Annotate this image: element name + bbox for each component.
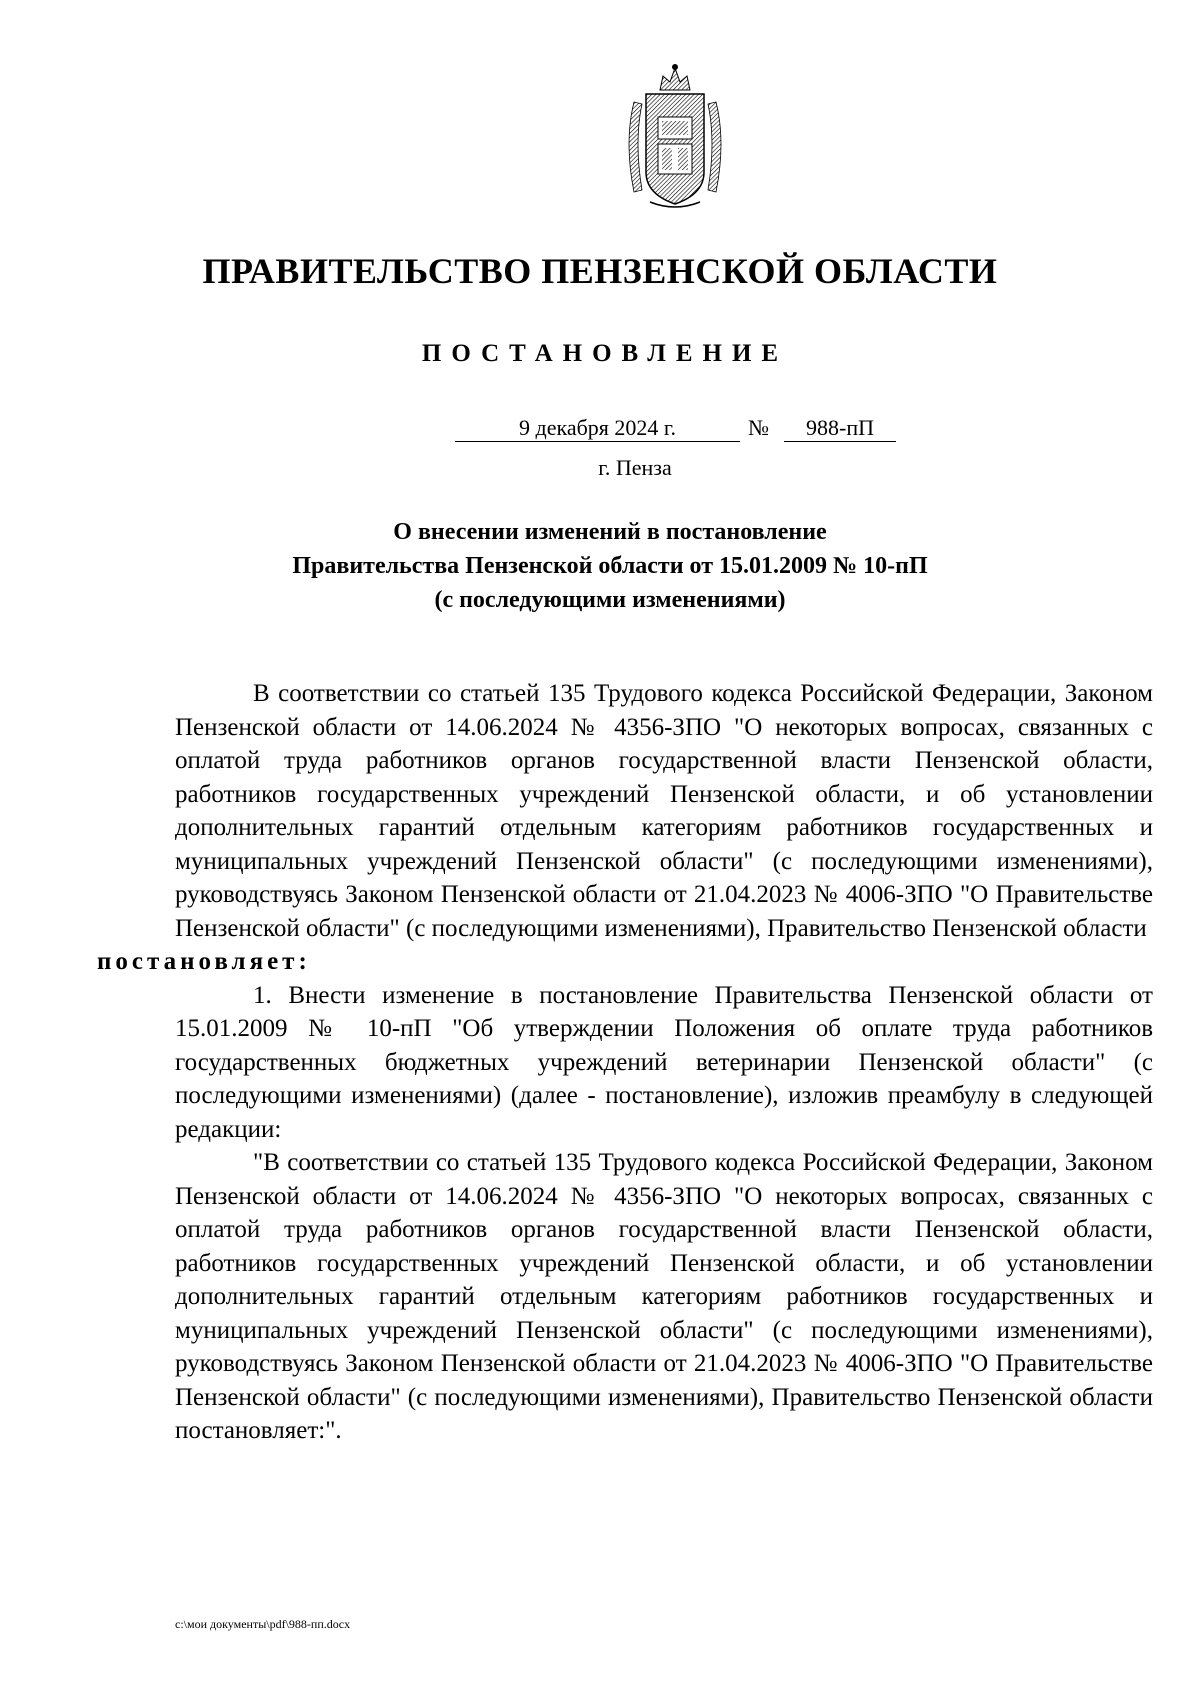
subject-line-3: (с последующими изменениями) [434,587,786,613]
footer-file-path: c:\мои документы\pdf\988-пп.docx [175,1617,351,1631]
preamble-text: В соответствии со статьей 135 Трудового кодекса Российской Федерации, Законом Пензенской области от 14.06.2024 № 4356-ЗПО "О некоторых вопросах, связанных с оплатой труда работников органов государственной власти Пензенской области, работников государственных учреждений Пензенской области, и об установлении дополнительных гарантий отдельным категориям работников государственных и муниципальных учреждений Пензенской области" (с последующими изменениями), руководствуясь Законом Пензенской области от 21.04.2023 № 4006-ЗПО "О Правительстве Пензенской области" (с последующими изменениями), Правительство Пензенской области [175,680,1153,942]
document-type: ПОСТАНОВЛЕНИЕ [421,340,789,367]
subject-line-1: О внесении изменений в постановление [393,519,827,545]
date-number-line [0,415,1200,445]
subject-line-2: Правительства Пензенской области от 15.01.2009 № 10-пП [292,553,928,579]
document-body [97,677,1153,1448]
coat-of-arms-emblem-icon [620,62,730,212]
document-subject [0,515,1200,617]
number-sign: № [748,415,769,440]
body-paragraph-3: "В соответствии со статьей 135 Трудового кодекса Российской Федерации, Законом Пензенской области от 14.06.2024 № 4356-ЗПО "О некоторых вопросах, связанных с оплатой труда работников органов государственной власти Пензенской области, работников государственных учреждений Пензенской области, и об установлении дополнительных гарантий отдельным категориям работников государственных и муниципальных учреждений Пензенской области" (с последующими изменениями), руководствуясь Законом Пензенской области от 21.04.2023 № 4006-ЗПО "О Правительстве Пензенской области" (с последующими изменениями), Правительство Пензенской области постановляет:". [175,1149,1153,1444]
body-paragraph-1 [97,677,1153,979]
document-number: 988-пП [784,415,896,442]
body-paragraph-2: 1. Внести изменение в постановление Правительства Пензенской области от 15.01.2009 № 10-пП "Об утверждении Положения об оплате труда работников государственных бюджетных учреждений ветеринарии Пензенской области" (с последующими изменениями) (далее - постановление), изложив преамбулу в следующей редакции: [175,981,1153,1143]
document-date: 9 декабря 2024 г. [455,415,740,442]
document-city: г. Пенза [598,455,672,480]
decree-word: постановляет: [97,948,311,975]
organization-title: ПРАВИТЕЛЬСТВО ПЕНЗЕНСКОЙ ОБЛАСТИ [202,251,998,291]
